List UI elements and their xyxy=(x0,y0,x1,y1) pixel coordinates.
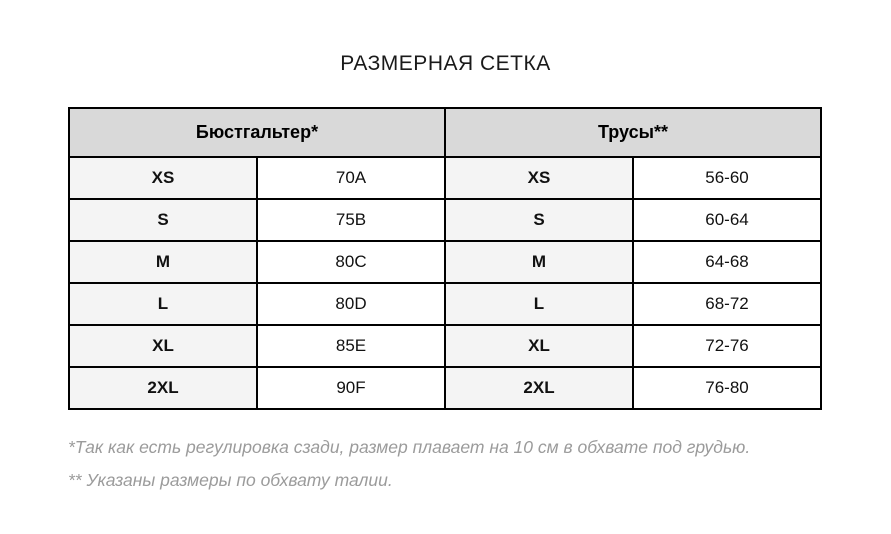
bra-value-cell: 75B xyxy=(257,199,445,241)
table-row xyxy=(69,325,821,367)
panty-value-cell: 64-68 xyxy=(633,241,821,283)
panty-size-cell: S xyxy=(445,199,633,241)
bra-value-cell: 85E xyxy=(257,325,445,367)
column-header-bra: Бюстгальтер* xyxy=(69,108,445,157)
panty-value-cell: 60-64 xyxy=(633,199,821,241)
panty-value-cell: 56-60 xyxy=(633,157,821,199)
panty-size-cell: XL xyxy=(445,325,633,367)
bra-value-cell: 80C xyxy=(257,241,445,283)
table-header-row xyxy=(69,108,821,157)
panty-size-cell: XS xyxy=(445,157,633,199)
table-row xyxy=(69,157,821,199)
panty-size-cell: 2XL xyxy=(445,367,633,409)
table-row xyxy=(69,199,821,241)
bra-size-cell: XS xyxy=(69,157,257,199)
bra-size-cell: 2XL xyxy=(69,367,257,409)
footnote-bra: *Так как есть регулировка сзади, размер плавает на 10 см в обхвате под грудью. xyxy=(68,437,751,457)
page-title: РАЗМЕРНАЯ СЕТКА xyxy=(340,52,551,75)
bra-size-cell: L xyxy=(69,283,257,325)
footnote-panties: ** Указаны размеры по обхвату талии. xyxy=(68,470,393,490)
bra-value-cell: 90F xyxy=(257,367,445,409)
bra-value-cell: 70A xyxy=(257,157,445,199)
table-row xyxy=(69,367,821,409)
panty-size-cell: M xyxy=(445,241,633,283)
table-row xyxy=(69,283,821,325)
panty-value-cell: 68-72 xyxy=(633,283,821,325)
panty-size-cell: L xyxy=(445,283,633,325)
bra-value-cell: 80D xyxy=(257,283,445,325)
column-header-panties: Трусы** xyxy=(445,108,821,157)
panty-value-cell: 76-80 xyxy=(633,367,821,409)
panty-value-cell: 72-76 xyxy=(633,325,821,367)
size-table xyxy=(68,107,822,410)
bra-size-cell: M xyxy=(69,241,257,283)
table-row xyxy=(69,241,821,283)
bra-size-cell: S xyxy=(69,199,257,241)
footnotes xyxy=(68,431,848,497)
bra-size-cell: XL xyxy=(69,325,257,367)
